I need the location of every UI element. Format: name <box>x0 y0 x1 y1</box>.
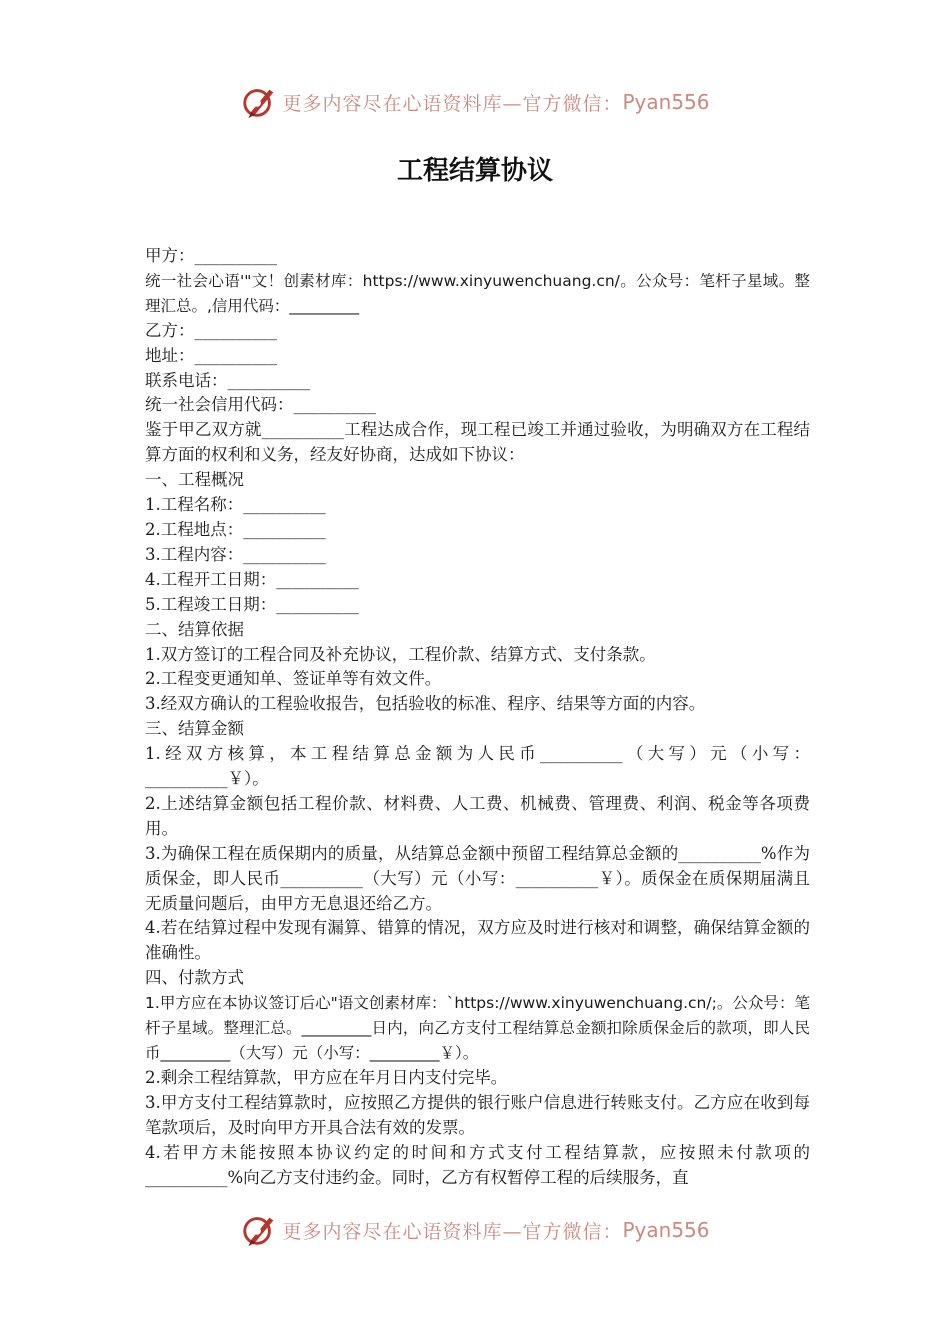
pen-logo-icon <box>240 1211 278 1249</box>
clause-payment-3: 3.甲方支付工程结算款时，应按照乙方提供的银行账户信息进行转账支付。乙方应在收到每笔款项后，及时向甲方开具合法有效的发票。 <box>145 1092 810 1137</box>
banner-wechat-id: Pyan556 <box>622 1218 710 1242</box>
pen-logo-icon <box>240 83 278 121</box>
clause-completion-date: 5.工程竣工日期：__________ <box>145 594 359 614</box>
party-a-line: 甲方：__________ <box>145 246 277 265</box>
section-heading-amount: 三、结算金额 <box>145 719 244 739</box>
clause-basis-1: 1.双方签订的工程合同及补充协议，工程价款、结算方式、支付条款。 <box>145 644 656 664</box>
document-title: 工程结算协议 <box>396 156 553 186</box>
clause-basis-3: 3.经双方确认的工程验收报告，包括验收的标准、程序、结果等方面的内容。 <box>145 694 706 714</box>
banner-text: 更多内容尽在心语资料库—官方微信： <box>282 92 623 115</box>
preamble-paragraph: 鉴于甲乙双方就__________工程达成合作，现工程已竣工并通过验收，为明确双方在工程结算方面的权利和义务，经友好协商，达成如下协议： <box>145 420 810 465</box>
section-heading-payment: 四、付款方式 <box>145 968 244 988</box>
footer-banner <box>0 1208 950 1252</box>
section-heading-overview: 一、工程概况 <box>145 470 244 490</box>
banner-text: 更多内容尽在心语资料库—官方微信： <box>282 1220 623 1243</box>
banner-wechat-id: Pyan556 <box>622 90 710 114</box>
clause-start-date: 4.工程开工日期：__________ <box>145 569 359 589</box>
clause-payment-1: 1.甲方应在本协议签订后心"语文创素材库：`https://www.xinyuwenchuang.cn/;。公众号：笔杆子星域。整理汇总。_________日内，向乙方支付工程结算总金额扣除质保金后的款项，即人民币_________（大写）元（小写：_________￥）。 <box>145 994 810 1062</box>
clause-amount-3: 3.为确保工程在质保期内的质量，从结算总金额中预留工程结算总金额的__________%作为质保金，即人民币__________（大写）元（小写：__________￥）。质保金在质保期届满且无质量问题后，由甲方无息退还给乙方。 <box>145 843 810 913</box>
address-line: 地址：__________ <box>145 345 277 365</box>
clause-project-content: 3.工程内容：__________ <box>145 544 326 564</box>
clause-basis-2: 2.工程变更通知单、签证单等有效文件。 <box>145 669 442 689</box>
clause-project-location: 2.工程地点：__________ <box>145 519 326 539</box>
clause-payment-2: 2.剩余工程结算款，甲方应在年月日内支付完毕。 <box>145 1067 508 1087</box>
clause-amount-2: 2.上述结算金额包括工程价款、材料费、人工费、机械费、管理费、利润、税金等各项费用。 <box>145 793 810 838</box>
document-body <box>145 244 810 1190</box>
party-b-line: 乙方：__________ <box>145 320 277 340</box>
clause-amount-4: 4.若在结算过程中发现有漏算、错算的情况，双方应及时进行核对和调整，确保结算金额的准确性。 <box>145 918 810 963</box>
credit-code-a-line: 统一社会心语'"文！创素材库：https://www.xinyuwenchuang.cn/。公众号：笔杆子星域。整理汇总。,信用代码：_________ <box>145 271 810 315</box>
section-heading-basis: 二、结算依据 <box>145 619 244 639</box>
clause-payment-4: 4.若甲方未能按照本协议约定的时间和方式支付工程结算款，应按照未付款项的__________%向乙方支付违约金。同时，乙方有权暂停工程的后续服务，直 <box>145 1142 810 1187</box>
clause-project-name: 1.工程名称：__________ <box>145 495 326 515</box>
clause-amount-1: 1.经双方核算，本工程结算总金额为人民币__________（大写）元（小写：__________￥）。 <box>145 744 810 789</box>
credit-code-b-line: 统一社会信用代码：__________ <box>145 395 376 415</box>
phone-line: 联系电话：__________ <box>145 370 310 390</box>
header-banner <box>0 80 950 124</box>
